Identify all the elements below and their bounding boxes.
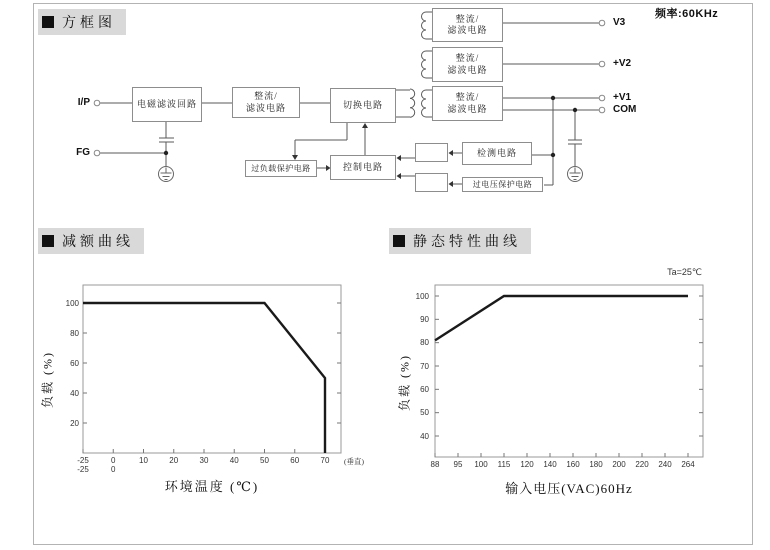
block-label: 切换电路 [342, 99, 383, 110]
x-tick-label-row2: -25 [77, 464, 89, 474]
block-label: 电磁滤波回路 [136, 98, 197, 109]
y-tick-label: 40 [70, 388, 79, 398]
x-tick-label: 70 [320, 456, 330, 465]
static-y-axis-title: 负载 (%) [397, 354, 412, 411]
data-series-line [83, 303, 325, 453]
x-tick-label: 160 [566, 460, 580, 469]
terminal-fg: FG [76, 147, 90, 158]
derating-mount-note: (垂直) [344, 457, 364, 466]
x-tick-label: 20 [169, 456, 179, 465]
block-label: 滤波电路 [447, 103, 488, 114]
block-label: 检测电路 [476, 147, 517, 158]
block-label: 整流/ [455, 13, 480, 24]
x-tick-label: 10 [139, 456, 148, 465]
x-tick-label: 220 [635, 460, 649, 469]
section-title: 方框图 [62, 16, 116, 31]
block-label: 滤波电路 [447, 64, 488, 75]
x-tick-label: 0 [111, 456, 116, 465]
terminal-v3: V3 [613, 17, 626, 28]
section-title: 静态特性曲线 [413, 235, 521, 250]
x-tick-label: 115 [497, 460, 511, 469]
y-tick-label: 60 [420, 384, 429, 394]
derating-x-axis-title: 环境温度 (℃) [164, 479, 260, 494]
x-tick-label: 200 [612, 460, 626, 469]
x-tick-label: 50 [260, 456, 269, 465]
y-tick-label: 60 [70, 358, 79, 368]
y-tick-label: 100 [65, 298, 79, 308]
terminal-com: COM [613, 104, 637, 115]
x-tick-label: 180 [589, 460, 603, 469]
x-tick-label: 95 [453, 460, 463, 469]
y-tick-label: 50 [420, 408, 429, 418]
terminal-v1: +V1 [613, 92, 632, 103]
x-tick-label: -25 [77, 456, 89, 465]
block-label: 控制电路 [342, 161, 383, 172]
x-tick-label: 264 [681, 460, 695, 469]
block-label: 整流/ [455, 53, 480, 64]
x-tick-label: 88 [430, 460, 440, 469]
y-tick-label: 80 [70, 328, 79, 338]
block-label: 滤波电路 [447, 25, 488, 35]
static-ta-annotation: Ta=25℃ [667, 267, 702, 277]
block-label: 整流/ [254, 91, 278, 102]
y-tick-label: 20 [70, 418, 79, 428]
x-tick-label: 60 [290, 456, 300, 465]
data-series-line [435, 296, 688, 340]
x-tick-label-row2: 0 [111, 464, 116, 474]
y-tick-label: 70 [420, 361, 429, 371]
block-label: 过电压保护电路 [472, 179, 533, 189]
x-tick-label: 120 [520, 460, 534, 469]
terminal-ip: I/P [77, 97, 90, 108]
y-tick-label: 40 [420, 431, 429, 441]
x-tick-label: 240 [658, 460, 672, 469]
static-x-axis-title: 输入电压(VAC)60Hz [505, 481, 633, 496]
block-label: 整流/ [455, 92, 480, 103]
x-tick-label: 30 [199, 456, 209, 465]
y-tick-label: 90 [420, 314, 429, 324]
x-tick-label: 40 [229, 456, 239, 465]
x-tick-label: 140 [543, 460, 557, 469]
switching-frequency-note: 频率:60KHz [655, 8, 719, 20]
x-tick-label: 100 [474, 460, 488, 469]
y-tick-label: 80 [420, 338, 429, 348]
terminal-v2: +V2 [613, 58, 632, 69]
y-tick-label: 100 [415, 291, 429, 301]
block-label: 滤波电路 [245, 102, 286, 113]
derating-y-axis-title: 负载 (%) [40, 351, 55, 408]
block-label: 过负载保护电路 [251, 163, 311, 173]
section-title: 减额曲线 [62, 235, 134, 250]
